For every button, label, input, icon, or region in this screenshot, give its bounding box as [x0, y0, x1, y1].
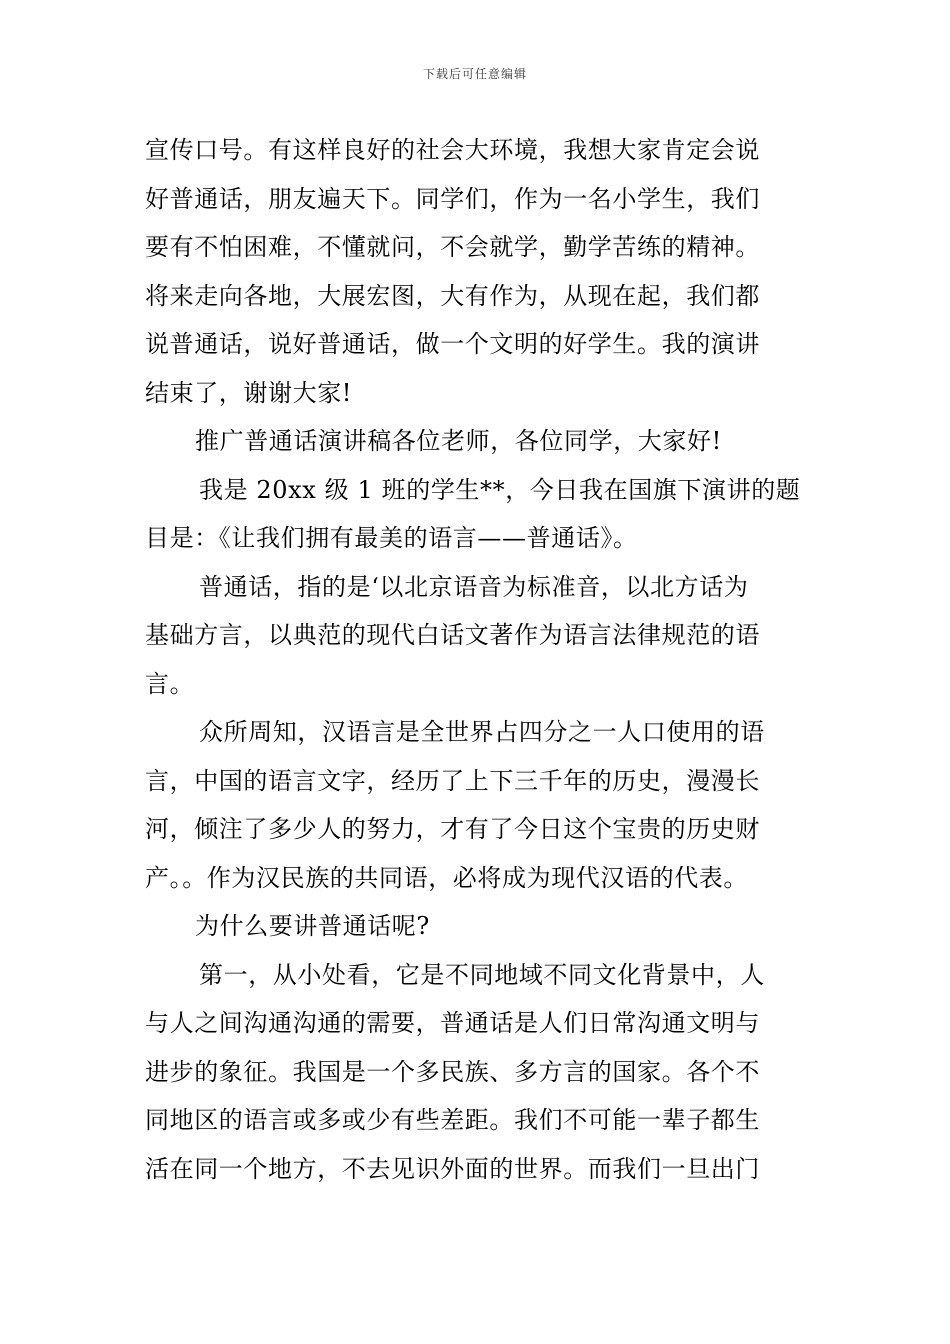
text-line: 进步的象征。我国是一个多民族、多方言的国家。各个不 [145, 1057, 760, 1086]
text-line: 为什么要讲普通话呢? [195, 912, 430, 940]
text-line: 同地区的语言或多或少有些差距。我们不可能一辈子都生 [145, 1106, 760, 1134]
text-line: 活在同一个地方，不去见识外面的世界。而我们一旦出门 [145, 1154, 760, 1183]
text-line: 河，倾注了多少人的努力，才有了今日这个宝贵的历史财 [145, 815, 760, 843]
text-line: 宣传口号。有这样良好的社会大环境，我想大家肯定会说 [145, 136, 760, 164]
page-header: 下载后可任意编辑 [422, 67, 527, 81]
text-line: 产。。作为汉民族的共同语，必将成为现代汉语的代表。 [145, 863, 748, 892]
text-line: 基础方言，以典范的现代白话文著作为语言法律规范的语 [145, 621, 760, 649]
text-line: 将来走向各地，大展宏图，大有作为，从现在起，我们都 [145, 281, 760, 310]
text-line: 与人之间沟通沟通的需要，普通话是人们日常沟通文明与 [145, 1009, 760, 1037]
text-line: 要有不怕困难，不懂就问，不会就学，勤学苦练的精神。 [145, 233, 760, 261]
text-line: 好普通话，朋友遍天下。同学们，作为一名小学生，我们 [145, 184, 760, 213]
text-line: 众所周知，汉语言是全世界占四分之一人口使用的语 [199, 718, 765, 746]
text-line: 第一，从小处看，它是不同地域不同文化背景中，人 [199, 960, 765, 989]
text-line: 普通话，指的是‘以北京语音为标准音，以北方话为 [199, 572, 749, 601]
text-line: 言，中国的语言文字，经历了上下三千年的历史，漫漫长 [145, 766, 760, 795]
text-line: 结束了，谢谢大家! [145, 378, 353, 407]
text-line: 推广普通话演讲稿各位老师，各位同学，大家好! [195, 427, 722, 455]
text-line: 目是：《让我们拥有最美的语言——普通话》。 [145, 524, 638, 552]
text-line: 我是 20xx 级 1 班的学生**，今日我在国旗下演讲的题 [199, 475, 801, 504]
document-body [145, 126, 815, 1193]
text-line: 说普通话，说好普通话，做一个文明的好学生。我的演讲 [145, 330, 760, 358]
text-line: 言。 [145, 669, 195, 698]
